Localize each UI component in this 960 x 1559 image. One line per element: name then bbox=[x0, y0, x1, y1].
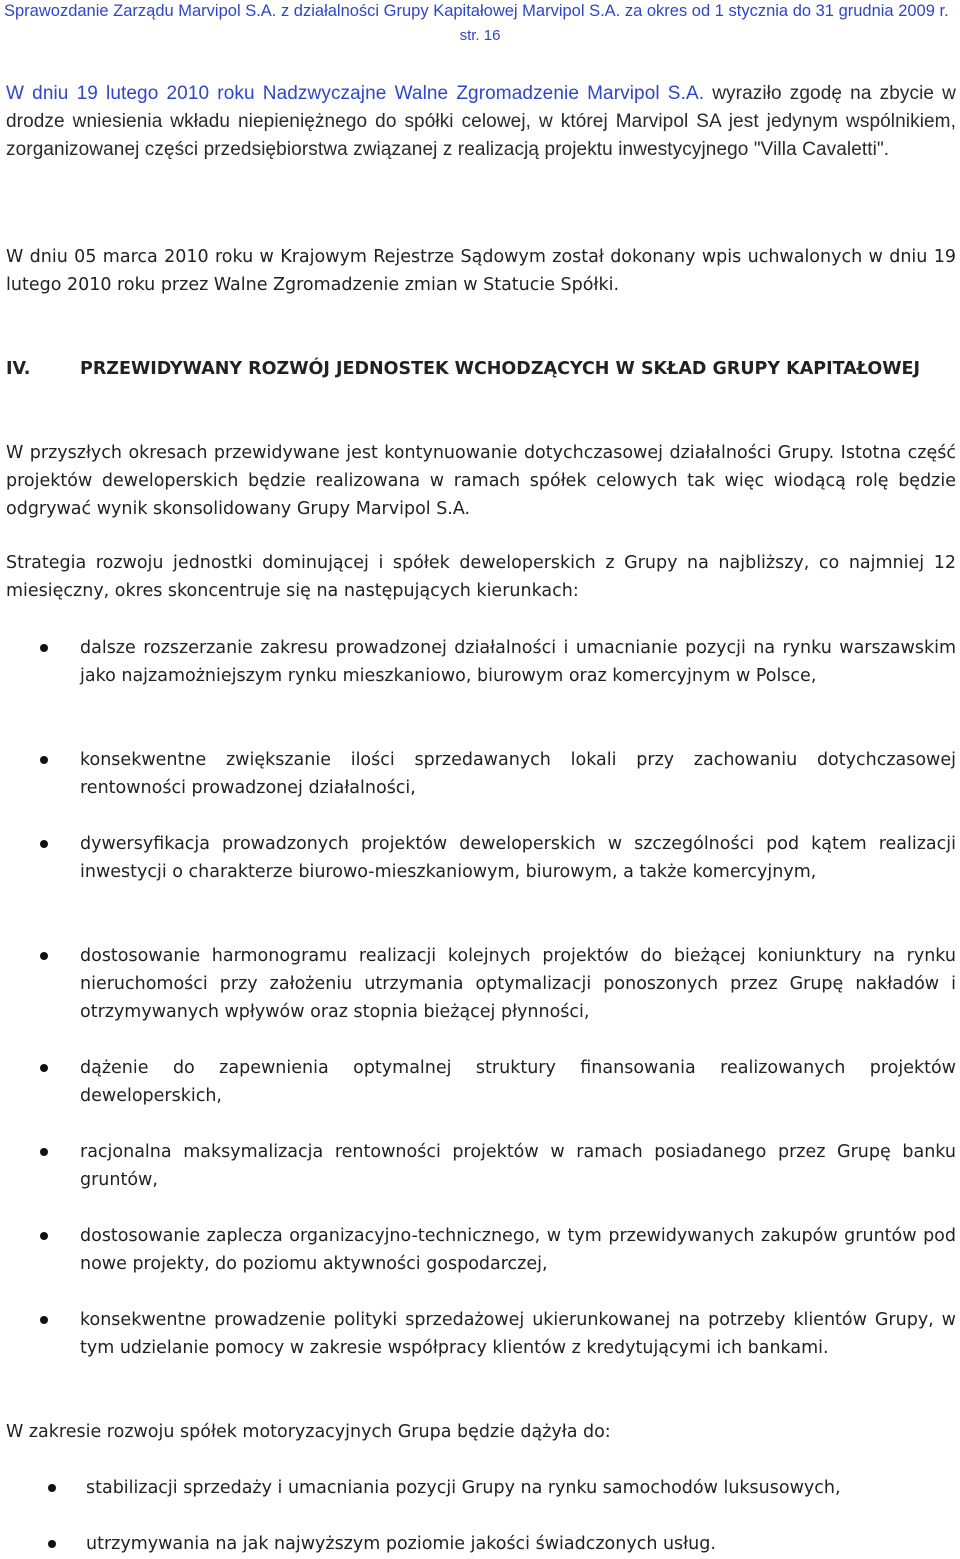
paragraph-strategy-intro: Strategia rozwoju jednostki dominującej i spółek deweloperskich z Grupy na najbliższy, co najmniej 12 miesięczny, okres skoncentruje się na następujących kierunkach: bbox=[6, 553, 956, 601]
list-item-text: dostosowanie zaplecza organizacyjno-technicznego, w tym przewidywanych zakupów gruntów pod nowe projekty, do poziomu aktywności gospodarczej, bbox=[80, 1226, 956, 1274]
list-item-text: stabilizacji sprzedaży i umacniania pozycji Grupy na rynku samochodów luksusowych, bbox=[86, 1478, 841, 1498]
bullet-icon bbox=[40, 756, 48, 764]
bullet-icon bbox=[40, 952, 48, 960]
paragraph-egm-rest: wyraziło zgodę na zbycie w drodze wniesienia wkładu niepieniężnego do spółki celowej, w której Marvipol SA jest jedynym wspólnikiem, zorganizowanej części przedsiębiorstwa związanej z realizacją projektu inwestycyjnego "Villa Cavaletti". bbox=[6, 83, 956, 160]
list-item-text: dostosowanie harmonogramu realizacji kolejnych projektów do bieżącej koniunktury na rynku nieruchomości przy założeniu utrzymania optymalizacji ponoszonych przez Grupę nakładów i otrzymywanych wpływów oraz stopnia bieżącej płynności, bbox=[80, 946, 956, 1022]
paragraph-egm-first-line: W dniu 19 lutego 2010 roku Nadzwyczajne Walne Zgromadzenie Marvipol S.A. bbox=[6, 83, 705, 104]
list-item-text: dywersyfikacja prowadzonych projektów deweloperskich w szczególności pod kątem realizacji inwestycji o charakterze biurowo-mieszkaniowym, biurowym, a także komercyjnym, bbox=[80, 834, 956, 882]
list-item-text: dążenie do zapewnienia optymalnej struktury finansowania realizowanych projektów deweloperskich, bbox=[80, 1058, 956, 1106]
list-item-text: utrzymywania na jak najwyższym poziomie jakości świadczonych usług. bbox=[86, 1534, 716, 1554]
bullet-icon bbox=[48, 1484, 56, 1492]
list-item-text: konsekwentne zwiększanie ilości sprzedawanych lokali przy zachowaniu dotychczasowej rentowności prowadzonej działalności, bbox=[80, 750, 956, 798]
paragraph-automotive-intro: W zakresie rozwoju spółek motoryzacyjnych Grupa będzie dążyła do: bbox=[6, 1422, 611, 1442]
running-header: Sprawozdanie Zarządu Marvipol S.A. z działalności Grupy Kapitałowej Marvipol S.A. za okres od 1 stycznia do 31 grudnia 2009 r. bbox=[4, 2, 949, 20]
page-number: str. 16 bbox=[459, 27, 501, 44]
bullet-icon bbox=[40, 1316, 48, 1324]
list-item-text: racjonalna maksymalizacja rentowności projektów w ramach posiadanego przez Grupę banku gruntów, bbox=[80, 1142, 956, 1190]
bullet-icon bbox=[40, 840, 48, 848]
paragraph-egm-resolution bbox=[6, 80, 956, 164]
list-item-text: dalsze rozszerzanie zakresu prowadzonej działalności i umacnianie pozycji na rynku warszawskim jako najzamożniejszym rynku mieszkaniowo, biurowym oraz komercyjnym w Polsce, bbox=[80, 638, 956, 686]
bullet-icon bbox=[40, 1148, 48, 1156]
section-title: PRZEWIDYWANY ROZWÓJ JEDNOSTEK WCHODZĄCYCH W SKŁAD GRUPY KAPITAŁOWEJ bbox=[80, 359, 920, 379]
list-item-text: konsekwentne prowadzenie polityki sprzedażowej ukierunkowanej na potrzeby klientów Grupy, w tym udzielanie pomocy w zakresie współpracy klientów z kredytującymi ich bankami. bbox=[80, 1310, 956, 1358]
bullet-icon bbox=[40, 1232, 48, 1240]
section-number: IV. bbox=[6, 359, 31, 379]
bullet-icon bbox=[40, 1064, 48, 1072]
bullet-icon bbox=[48, 1540, 56, 1548]
paragraph-court-register: W dniu 05 marca 2010 roku w Krajowym Rejestrze Sądowym został dokonany wpis uchwalonych w dniu 19 lutego 2010 roku przez Walne Zgromadzenie zmian w Statucie Spółki. bbox=[6, 247, 956, 295]
bullet-icon bbox=[40, 644, 48, 652]
paragraph-future-activity: W przyszłych okresach przewidywane jest kontynuowanie dotychczasowej działalności Grupy. Istotna część projektów deweloperskich będzie realizowana w ramach spółek celowych tak więc wiodącą rolę będzie odgrywać wynik skonsolidowany Grupy Marvipol S.A. bbox=[6, 443, 956, 519]
